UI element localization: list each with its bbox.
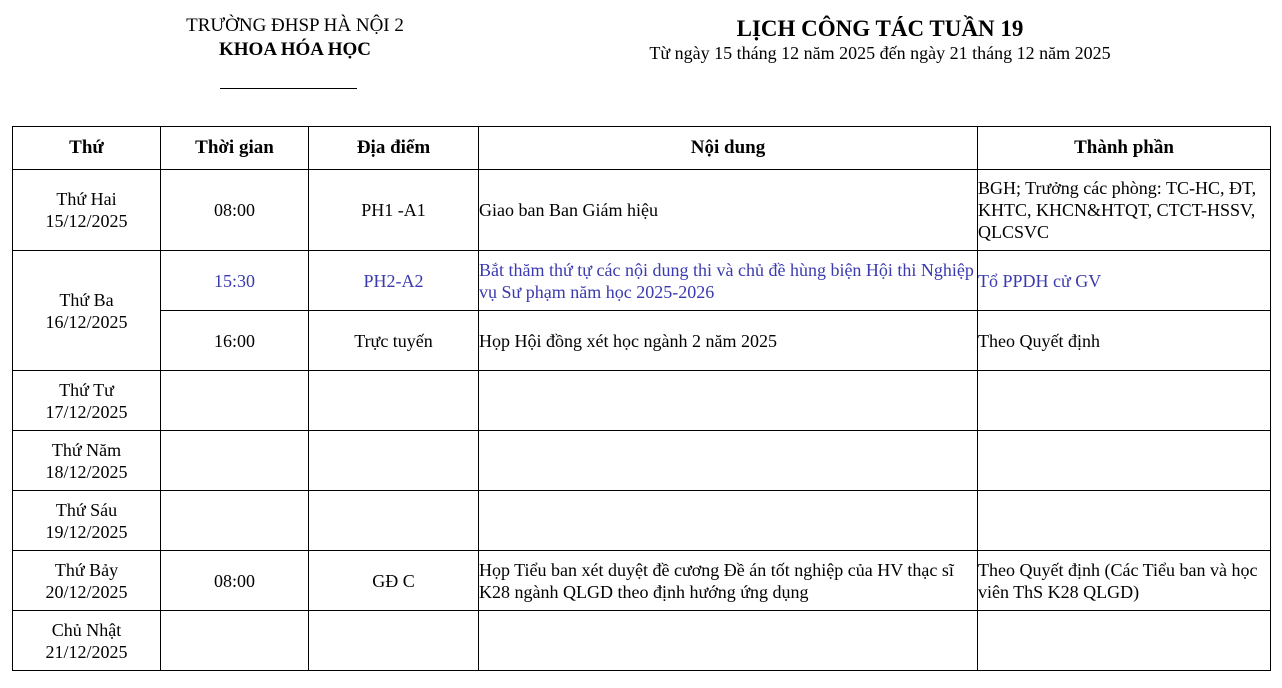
university-name: TRƯỜNG ĐHSP HÀ NỘI 2 xyxy=(186,15,404,36)
table-row xyxy=(13,551,1271,611)
day-date: 15/12/2025 xyxy=(45,211,128,231)
location-cell xyxy=(309,371,479,431)
content-cell xyxy=(479,371,978,431)
location-cell: GĐ C xyxy=(309,551,479,611)
participants-cell xyxy=(978,371,1271,431)
table-row xyxy=(13,611,1271,671)
participants-cell: Theo Quyết định xyxy=(978,311,1271,371)
header-time: Thời gian xyxy=(161,127,309,170)
day-cell xyxy=(13,491,161,551)
header-right xyxy=(560,15,1200,63)
time-cell xyxy=(161,371,309,431)
location-cell: PH2-A2 xyxy=(309,251,479,311)
participants-cell: BGH; Trưởng các phòng: TC-HC, ĐT, KHTC, KHCN&HTQT, CTCT-HSSV, QLCSVC xyxy=(978,170,1271,251)
location-cell: Trực tuyến xyxy=(309,311,479,371)
date-range: Từ ngày 15 tháng 12 năm 2025 đến ngày 21 tháng 12 năm 2025 xyxy=(649,43,1111,63)
day-date: 21/12/2025 xyxy=(45,641,128,662)
time-cell xyxy=(161,431,309,491)
table-row xyxy=(13,170,1271,251)
header-location: Địa điểm xyxy=(309,127,479,170)
day-name: Thứ Bảy xyxy=(54,559,119,580)
content-cell xyxy=(479,491,978,551)
time-cell: 16:00 xyxy=(161,311,309,371)
header-content: Nội dung xyxy=(479,127,978,170)
content-cell xyxy=(479,611,978,671)
day-cell xyxy=(13,611,161,671)
time-cell: 08:00 xyxy=(161,170,309,251)
day-cell xyxy=(13,371,161,431)
table-row xyxy=(13,311,1271,371)
day-date: 17/12/2025 xyxy=(45,401,128,422)
table-row xyxy=(13,491,1271,551)
location-cell xyxy=(309,611,479,671)
day-date: 19/12/2025 xyxy=(45,521,128,542)
location-cell xyxy=(309,491,479,551)
time-cell xyxy=(161,491,309,551)
day-name: Thứ Năm xyxy=(51,439,122,460)
participants-cell xyxy=(978,491,1271,551)
day-name: Thứ Sáu xyxy=(55,499,118,520)
time-cell xyxy=(161,611,309,671)
content-cell: Bắt thăm thứ tự các nội dung thi và chủ đề hùng biện Hội thi Nghiệp vụ Sư phạm năm học 2025-2026 xyxy=(479,251,978,311)
day-cell xyxy=(13,551,161,611)
page-title: LỊCH CÔNG TÁC TUẦN 19 xyxy=(736,16,1024,41)
schedule-table xyxy=(12,126,1271,671)
content-cell xyxy=(479,431,978,491)
day-name: Thứ Hai xyxy=(56,189,117,209)
header-left xyxy=(150,14,440,62)
content-cell: Họp Tiểu ban xét duyệt đề cương Đề án tốt nghiệp của HV thạc sĩ K28 ngành QLGD theo định hướng ứng dụng xyxy=(479,551,978,611)
table-row xyxy=(13,251,1271,311)
participants-cell: Theo Quyết định (Các Tiểu ban và học viên ThS K28 QLGD) xyxy=(978,551,1271,611)
table-header-row xyxy=(13,127,1271,170)
faculty-name: KHOA HÓA HỌC xyxy=(218,39,372,60)
day-date: 16/12/2025 xyxy=(45,311,128,332)
participants-cell xyxy=(978,611,1271,671)
time-cell: 08:00 xyxy=(161,551,309,611)
day-name: Thứ Tư xyxy=(59,379,114,400)
participants-cell xyxy=(978,431,1271,491)
day-cell xyxy=(13,251,161,371)
header-day: Thứ xyxy=(13,127,161,170)
day-cell xyxy=(13,170,161,251)
table-row xyxy=(13,371,1271,431)
day-cell xyxy=(13,431,161,491)
day-name: Thứ Ba xyxy=(59,289,114,310)
content-cell: Họp Hội đồng xét học ngành 2 năm 2025 xyxy=(479,311,978,371)
header-participants: Thành phần xyxy=(978,127,1271,170)
location-cell: PH1 -A1 xyxy=(309,170,479,251)
location-cell xyxy=(309,431,479,491)
header-divider xyxy=(220,88,357,89)
content-cell: Giao ban Ban Giám hiệu xyxy=(479,170,978,251)
day-date: 18/12/2025 xyxy=(45,461,128,482)
table-row xyxy=(13,431,1271,491)
participants-cell: Tổ PPDH cử GV xyxy=(978,251,1271,311)
day-name: Chủ Nhật xyxy=(51,619,122,640)
time-cell: 15:30 xyxy=(161,251,309,311)
day-date: 20/12/2025 xyxy=(45,581,128,602)
